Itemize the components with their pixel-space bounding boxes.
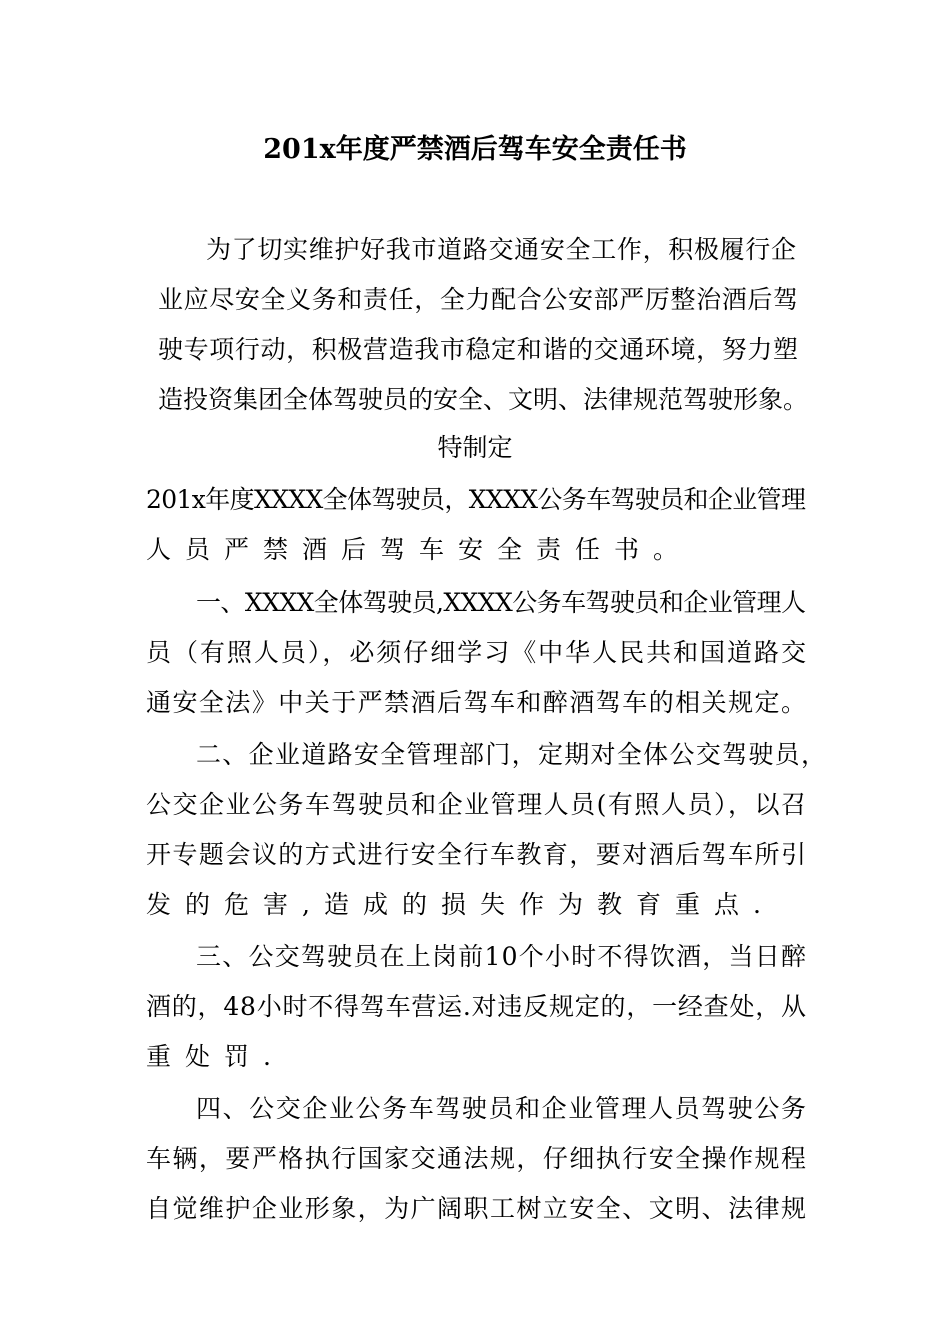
preamble-line-2: 人员严禁酒后驾车安全责任书。 (146, 535, 693, 564)
preamble-line-1: 201x年度XXXX全体驾驶员，XXXX公务车驾驶员和企业管理 (146, 485, 806, 514)
intro-line-3: 驶专项行动，积极营造我市稳定和谐的交通环境，努力塑 (158, 335, 799, 364)
section-4-line-3: 自觉维护企业形象，为广阔职工树立安全、文明、法律规 (146, 1194, 808, 1223)
section-2-line-1: 二、企业道路安全管理部门，定期对全体公交驾驶员， (196, 740, 828, 769)
section-2-line-4: 发的危害,造成的损失作为教育重点. (146, 890, 775, 919)
section-2-line-3: 开专题会议的方式进行安全行车教育，要对酒后驾车所引 (146, 840, 808, 869)
section-4-line-1: 四、公交企业公务车驾驶员和企业管理人员驾驶公务 (196, 1094, 808, 1123)
section-1-line-3: 通安全法》中关于严禁酒后驾车和醉酒驾车的相关规定。 (146, 688, 808, 717)
section-3-line-2: 酒的，48小时不得驾车营运.对违反规定的，一经查处，从 (146, 992, 807, 1021)
section-2-line-2: 公交企业公务车驾驶员和企业管理人员(有照人员），以召 (146, 790, 808, 819)
intro-line-2: 业应尽安全义务和责任，全力配合公安部严厉整治酒后驾 (158, 285, 799, 314)
section-4-line-2: 车辆，要严格执行国家交通法规，仔细执行安全操作规程 (146, 1144, 808, 1173)
section-1-line-2: 员（有照人员），必须仔细学习《中华人民共和国道路交 (146, 638, 808, 667)
section-1-line-1: 一、XXXX全体驾驶员,XXXX公务车驾驶员和企业管理人 (196, 588, 806, 617)
intro-line-1: 为了切实维护好我市道路交通安全工作，积极履行企 (206, 235, 797, 264)
document-title: 201x年度严禁酒后驾车安全责任书 (263, 134, 687, 165)
section-3-line-3: 重处罚. (146, 1042, 285, 1071)
intro-line-4: 造投资集团全体驾驶员的安全、文明、法律规范驾驶形象。 (158, 385, 808, 414)
section-3-line-1: 三、公交驾驶员在上岗前10个小时不得饮酒，当日醉 (196, 942, 808, 971)
special-note: 特制定 (437, 433, 513, 462)
